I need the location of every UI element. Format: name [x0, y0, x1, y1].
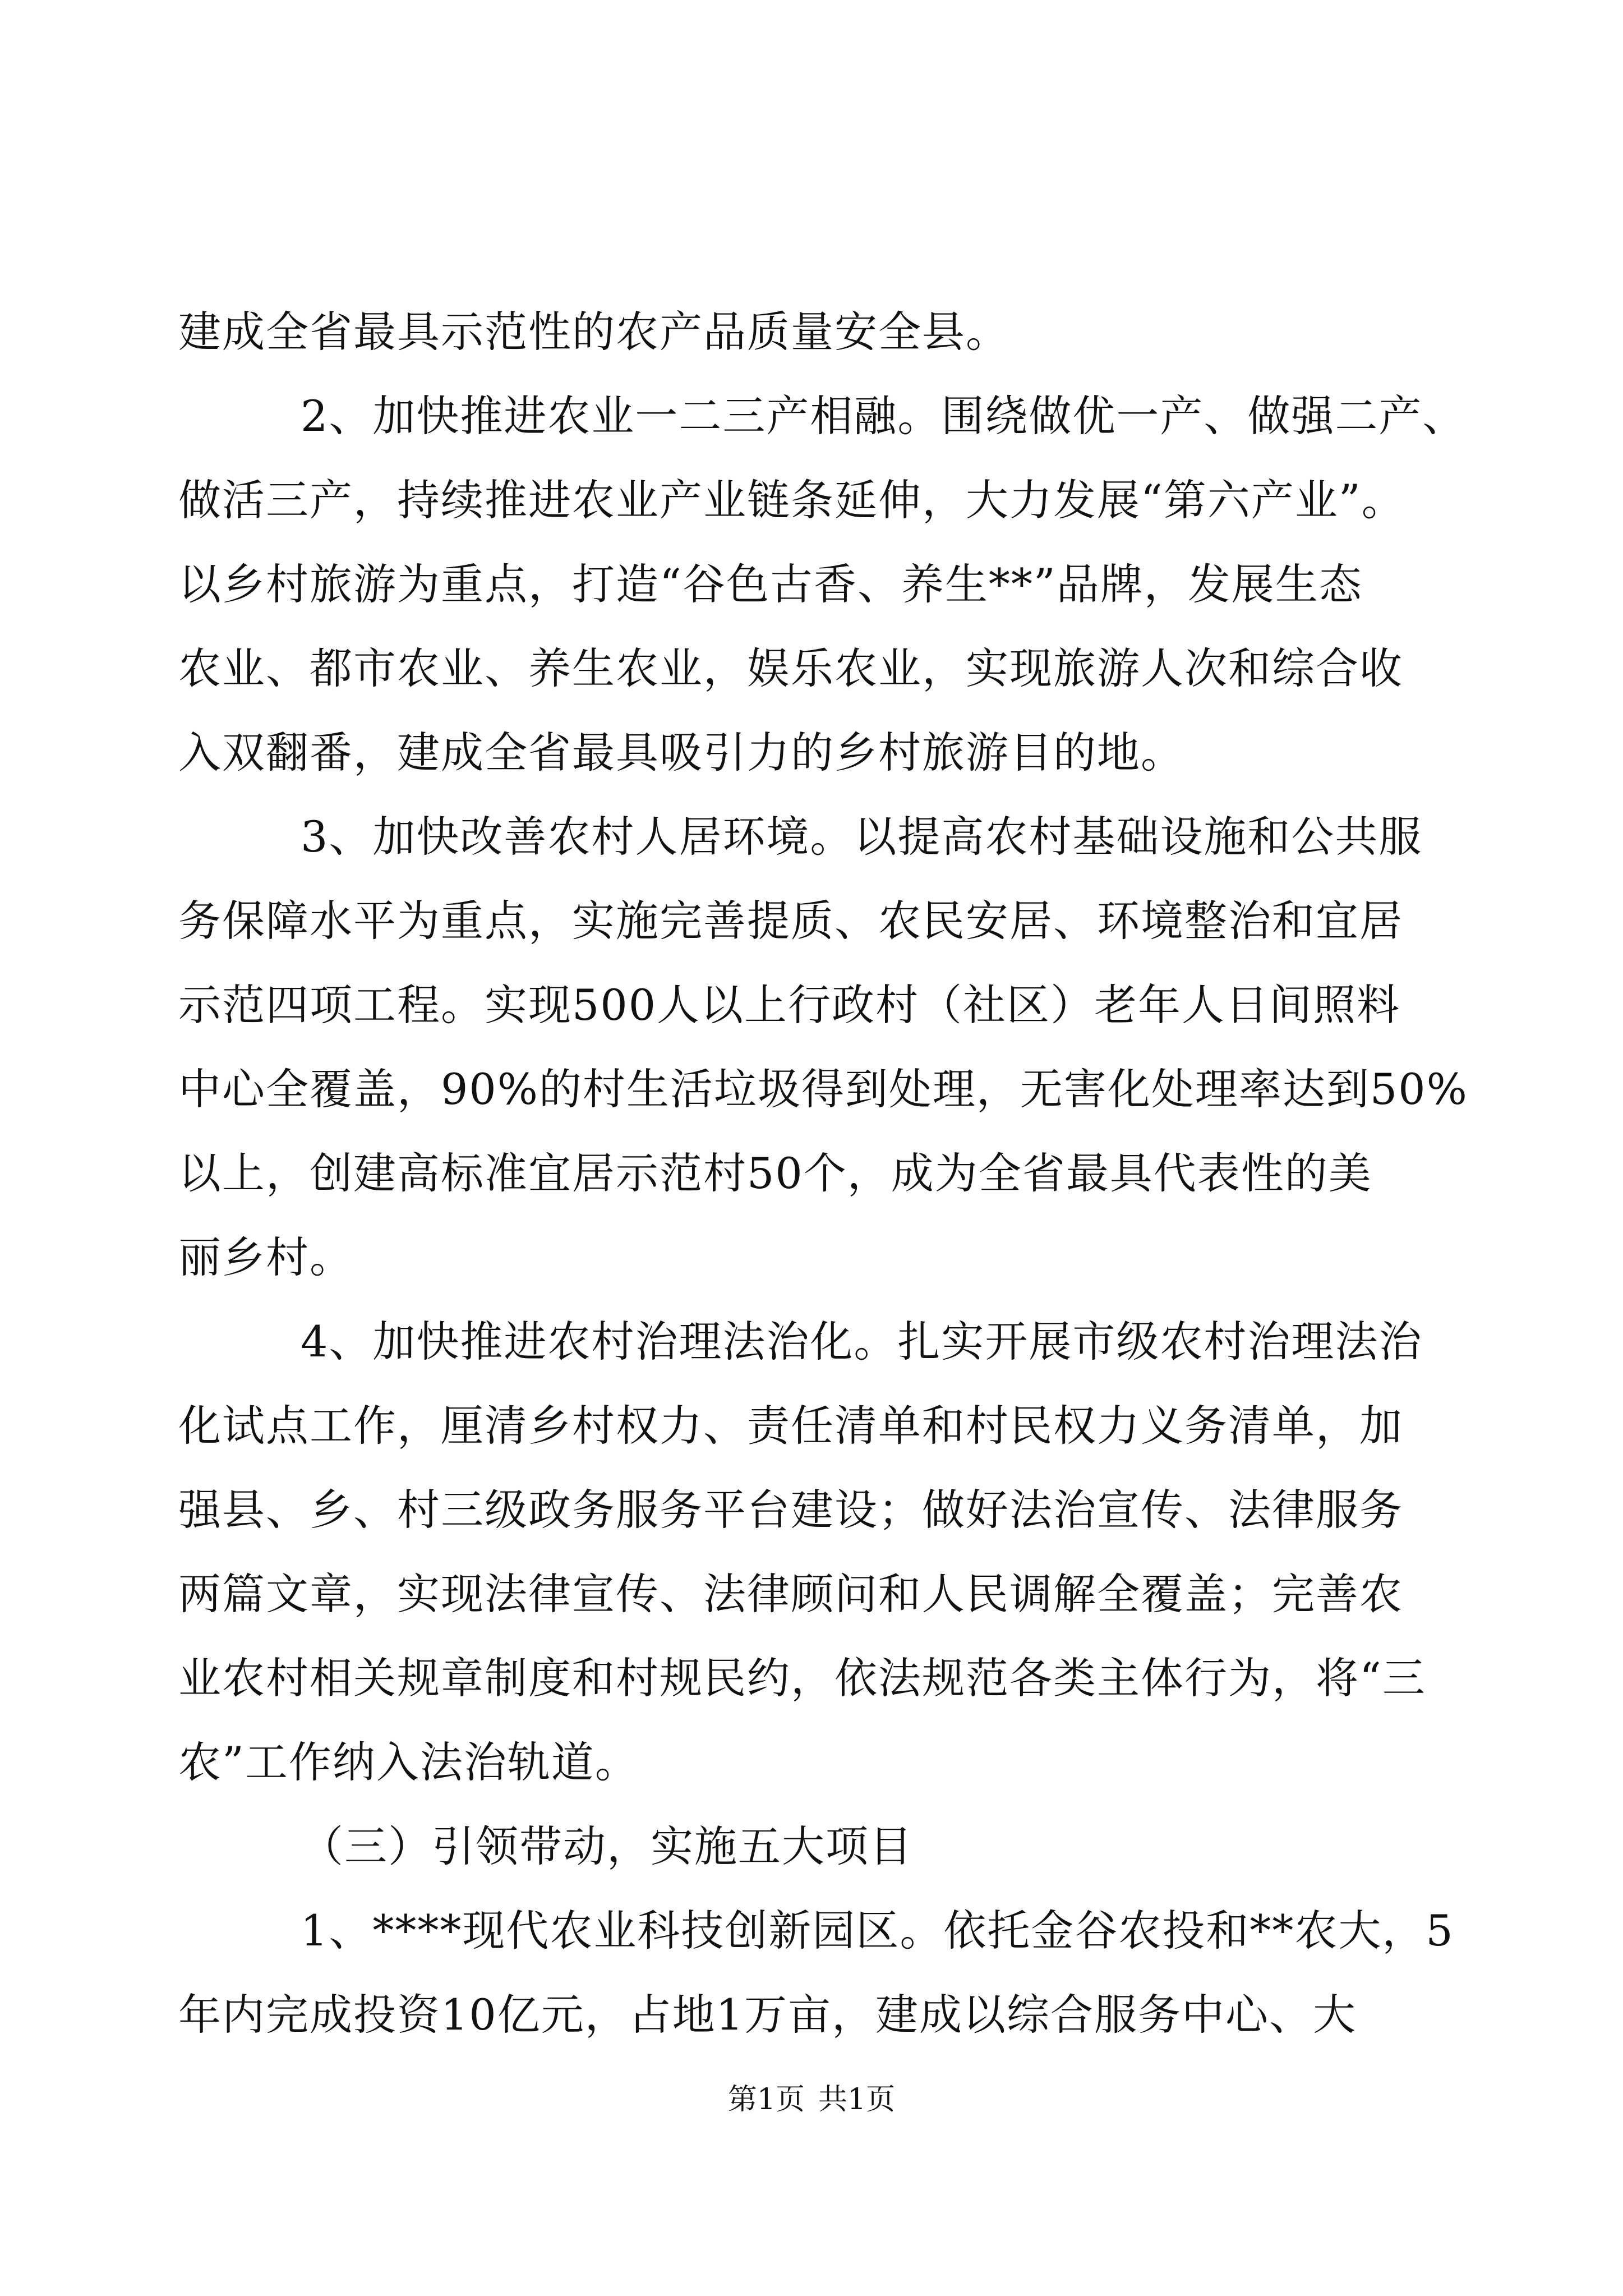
text-line-7: 3、加快改善农村人居环境。以提高农村基础设施和公共服	[301, 812, 1423, 862]
text-line-10: 中心全覆盖，90%的村生活垃圾得到处理，无害化处理率达到50%	[178, 1064, 1468, 1114]
text-line-18: 农”工作纳入法治轨道。	[178, 1737, 639, 1787]
section-heading: （三）引领带动，实施五大项目	[301, 1821, 913, 1871]
text-line-11: 以上，创建高标准宜居示范村50个，成为全省最具代表性的美	[178, 1148, 1372, 1198]
text-line-3: 做活三产，持续推进农业产业链条延伸，大力发展“第六产业”。	[178, 475, 1405, 525]
text-line-15: 强县、乡、村三级政务服务平台建设；做好法治宣传、法律服务	[178, 1485, 1403, 1535]
text-line-17: 业农村相关规章制度和村规民约，依法规范各类主体行为，将“三	[178, 1653, 1426, 1703]
text-line-8: 务保障水平为重点，实施完善提质、农民安居、环境整治和宜居	[178, 896, 1403, 946]
text-line-6: 入双翻番，建成全省最具吸引力的乡村旅游目的地。	[178, 728, 1184, 777]
text-line-5: 农业、都市农业、养生农业，娱乐农业，实现旅游人次和综合收	[178, 643, 1403, 693]
page-number: 第1页	[727, 2083, 805, 2116]
text-line-4: 以乡村旅游为重点，打造“谷色古香、养生**”品牌，发展生态	[178, 559, 1363, 609]
text-line-13: 4、加快推进农村治理法治化。扎实开展市级农村治理法治	[301, 1317, 1423, 1366]
page-footer	[0, 2080, 1623, 2119]
text-line-21: 年内完成投资10亿元，占地1万亩，建成以综合服务中心、大	[178, 1990, 1357, 2040]
text-line-16: 两篇文章，实现法律宣传、法律顾问和人民调解全覆盖；完善农	[178, 1569, 1403, 1619]
text-line-20: 1、****现代农业科技创新园区。依托金谷农投和**农大，5	[301, 1906, 1454, 1955]
text-line-12: 丽乡村。	[178, 1232, 353, 1282]
text-line-9: 示范四项工程。实现500人以上行政村（社区）老年人日间照料	[178, 980, 1401, 1030]
text-line-2: 2、加快推进农业一二三产相融。围绕做优一产、做强二产、	[301, 391, 1467, 441]
text-line-14: 化试点工作，厘清乡村权力、责任清单和村民权力义务清单，加	[178, 1401, 1403, 1451]
text-line-1: 建成全省最具示范性的农产品质量安全县。	[178, 307, 1009, 357]
page-total: 共1页	[818, 2083, 896, 2116]
